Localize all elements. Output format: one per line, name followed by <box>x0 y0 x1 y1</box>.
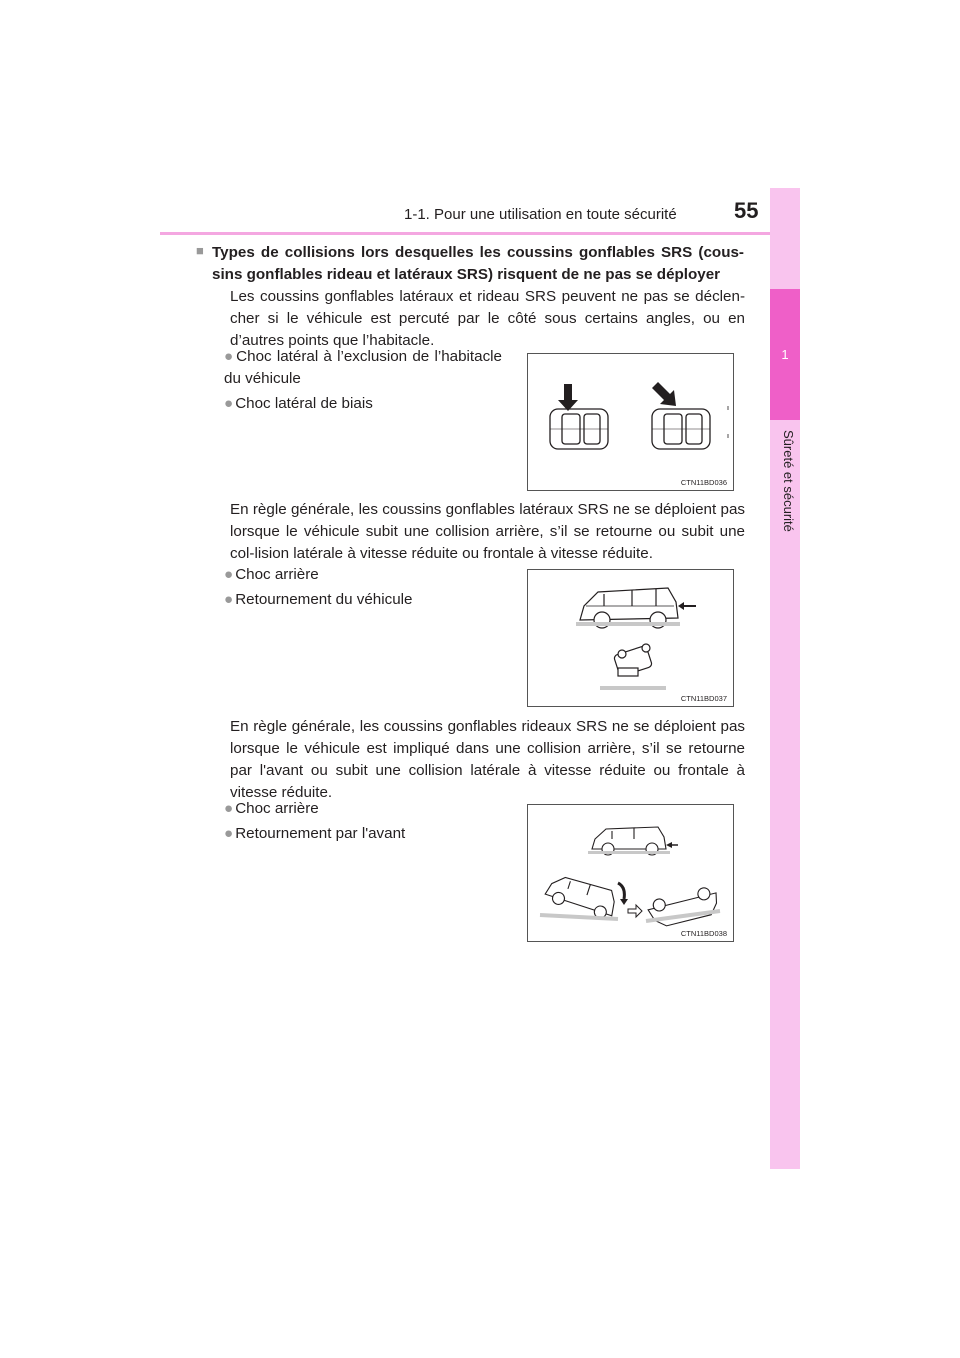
bullet-icon: ● <box>224 591 234 608</box>
figure-code: CTN11BD036 <box>680 478 727 487</box>
paragraph: En règle générale, les coussins gonflables latéraux SRS ne se déploient pas lorsque le véhicule subit une collision arrière, s’il se retourne ou subit une col-lision latérale à vitesse réduite ou frontale à vitesse réduite. <box>230 501 745 562</box>
paragraph: En règle générale, les coussins gonflables rideaux SRS ne se déploient pas lorsque le véhicule est impliqué dans une collision arrière, s’il se retourne par l'avant ou subit une collision latérale à vitesse réduite ou frontale à vitesse réduite. <box>230 718 745 801</box>
section-heading: Types de collisions lors desquelles les coussins gonflables SRS (cous-sins gonflables rideau et latéraux SRS) risquent de ne pas se déployer <box>212 244 744 283</box>
figure-rear-impact-front-rollover <box>527 804 734 942</box>
header-rule <box>160 232 800 235</box>
bullet-icon: ● <box>224 825 234 842</box>
figure-side-impact <box>527 353 734 491</box>
bullet-icon: ● <box>224 395 234 412</box>
side-impact-illustration <box>528 354 733 490</box>
figure-rear-impact-rollover <box>527 569 734 707</box>
rear-impact-rollover-illustration <box>528 570 733 706</box>
section-title: 1-1. Pour une utilisation en toute sécurité <box>404 206 677 223</box>
list-item: ● Choc arrière <box>224 566 319 583</box>
figure-code: CTN11BD037 <box>680 694 727 703</box>
page-number: 55 <box>734 198 759 223</box>
heading-marker-icon: ■ <box>196 243 204 258</box>
list-item: ● Retournement par l'avant <box>224 825 406 842</box>
figure-code: CTN11BD038 <box>680 929 727 938</box>
list-item: ● Choc latéral à l’exclusion de l’habitacle du véhicule <box>224 348 502 387</box>
intro-paragraph: Les coussins gonflables latéraux et rideau SRS peuvent ne pas se déclen-cher si le véhicule est percuté par le côté sous certains angles, ou en d’autres points que l’habitacle. <box>230 288 745 349</box>
list-item: ● Retournement du véhicule <box>224 591 413 608</box>
bullet-icon: ● <box>224 800 234 817</box>
list-item: ● Choc latéral de biais <box>224 395 373 412</box>
list-item: ● Choc arrière <box>224 800 319 817</box>
chapter-number: 1 <box>770 289 800 420</box>
chapter-title: Sûreté et sécurité <box>781 430 796 532</box>
bullet-icon: ● <box>224 566 234 583</box>
front-rollover-illustration <box>528 805 733 941</box>
bullet-icon: ● <box>224 348 235 365</box>
